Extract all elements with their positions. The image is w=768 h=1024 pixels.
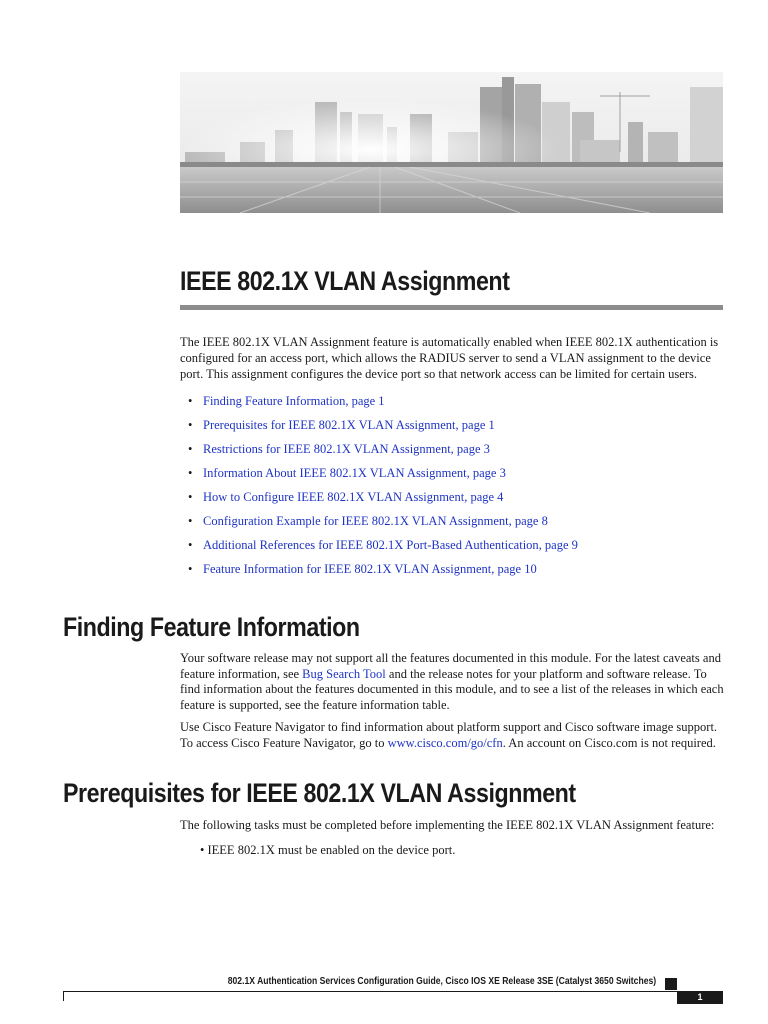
bug-search-tool-link[interactable]: Bug Search Tool [302, 666, 386, 681]
toc-link-feature-information[interactable]: Feature Information for IEEE 802.1X VLAN Assignment, page 10 [203, 562, 537, 576]
toc-link-information-about[interactable]: Information About IEEE 802.1X VLAN Assignment, page 3 [203, 466, 506, 480]
bullet-icon: • [188, 562, 193, 576]
toc-item [188, 441, 578, 465]
toc-link-finding-feature-information[interactable]: Finding Feature Information, page 1 [203, 394, 385, 408]
footer-guide-title: 802.1X Authentication Services Configuration Guide, Cisco IOS XE Release 3SE (Catalyst 3650 Switches) [227, 976, 656, 987]
cisco-feature-navigator-link[interactable]: www.cisco.com/go/cfn [387, 735, 503, 750]
toc-link-additional-references[interactable]: Additional References for IEEE 802.1X Port-Based Authentication, page 9 [203, 538, 578, 552]
toc-link-configuration-example[interactable]: Configuration Example for IEEE 802.1X VLAN Assignment, page 8 [203, 514, 548, 528]
prerequisites-paragraph: The following tasks must be completed before implementing the IEEE 802.1X VLAN Assignment feature: [180, 818, 715, 832]
section-heading-prerequisites: Prerequisites for IEEE 802.1X VLAN Assignment [63, 778, 576, 808]
page-number: 1 [677, 991, 723, 1004]
bullet-icon: • [188, 418, 193, 432]
footer-marker-square [665, 978, 677, 990]
toc-item [188, 417, 578, 441]
finding-p2-text-end: . An account on Cisco.com is not required. [502, 735, 716, 750]
section-heading-finding-feature-information: Finding Feature Information [63, 612, 360, 642]
title-rule [180, 305, 723, 310]
header-skyline-image [180, 72, 723, 213]
finding-paragraph-2 [180, 720, 725, 751]
finding-paragraph-1 [180, 651, 725, 713]
finding-p2-text-start: Use Cisco Feature Navigator to find information about platform support and Cisco software image support. To access Cisco Feature Navigator, go to [180, 720, 718, 750]
footer-rule-tick [63, 991, 64, 1001]
toc-item [188, 537, 578, 561]
toc-item [188, 465, 578, 489]
toc-item [188, 393, 578, 417]
bullet-icon: • [188, 394, 193, 408]
page-title: IEEE 802.1X VLAN Assignment [180, 266, 510, 296]
bullet-icon: • [188, 490, 193, 504]
toc-item [188, 513, 578, 537]
intro-paragraph: The IEEE 802.1X VLAN Assignment feature is automatically enabled when IEEE 802.1X authentication is configured for an access port, which allows the RADIUS server to send a VLAN assignment to the device port. This assignment configures the device port so that network access can be limited for certain users. [180, 335, 719, 381]
table-of-contents [188, 393, 578, 585]
toc-item [188, 561, 578, 585]
toc-item [188, 489, 578, 513]
prerequisites-bullet-item: • IEEE 802.1X must be enabled on the device port. [200, 843, 456, 857]
footer-rule [63, 991, 677, 992]
toc-link-restrictions[interactable]: Restrictions for IEEE 802.1X VLAN Assignment, page 3 [203, 442, 490, 456]
bullet-icon: • [188, 442, 193, 456]
bullet-icon: • [188, 466, 193, 480]
toc-link-how-to-configure[interactable]: How to Configure IEEE 802.1X VLAN Assignment, page 4 [203, 490, 504, 504]
finding-p1-text-end: and the release notes for your platform and software release. To find information about the features documented in this module, and to see a list of the releases in which each feature is supported, see the feature information table. [180, 666, 724, 712]
toc-link-prerequisites[interactable]: Prerequisites for IEEE 802.1X VLAN Assignment, page 1 [203, 418, 495, 432]
bullet-icon: • [188, 538, 193, 552]
bullet-icon: • [188, 514, 193, 528]
finding-p1-text-start: Your software release may not support all the features documented in this module. For the latest caveats and feature information, see [180, 651, 721, 681]
